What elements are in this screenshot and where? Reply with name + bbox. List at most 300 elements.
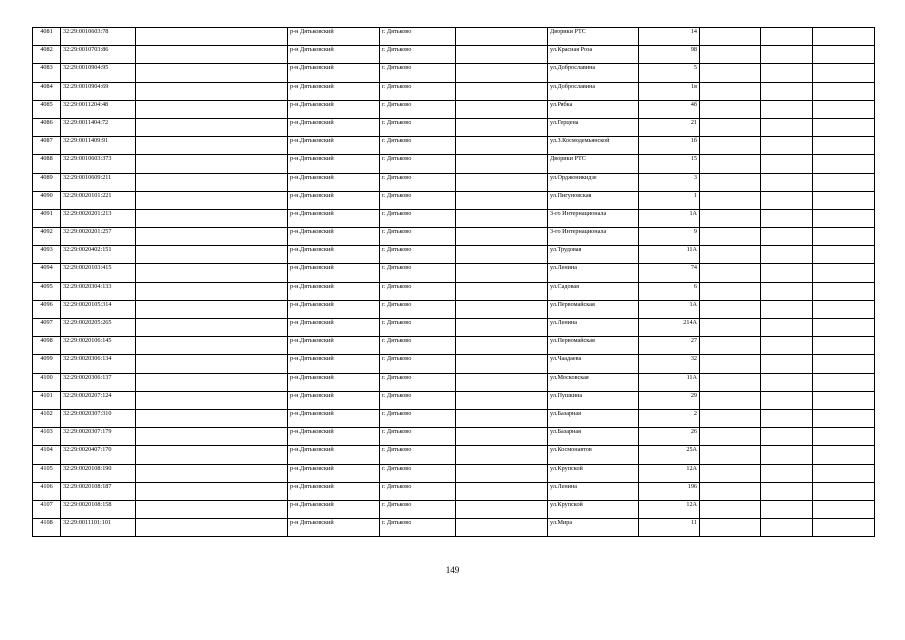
table-row <box>33 464 875 482</box>
empty-cell <box>456 228 548 246</box>
row-number-cell: 4107 <box>33 500 61 518</box>
table-row <box>33 137 875 155</box>
empty-cell <box>456 500 548 518</box>
cadastral-number-cell: 32:29:0010603:373 <box>61 155 136 173</box>
empty-cell <box>813 82 875 100</box>
empty-cell <box>761 209 813 227</box>
empty-cell <box>456 64 548 82</box>
empty-cell <box>136 28 288 46</box>
table-row <box>33 209 875 227</box>
empty-cell <box>761 46 813 64</box>
street-cell: ул.Мира <box>548 519 639 537</box>
empty-cell <box>761 118 813 136</box>
cadastral-number-cell: 32:29:0020307:179 <box>61 428 136 446</box>
district-cell: р-н.Дятьковский <box>288 155 380 173</box>
row-number-cell: 4093 <box>33 246 61 264</box>
town-cell: г. Дятьково <box>380 28 456 46</box>
row-number-cell: 4092 <box>33 228 61 246</box>
town-cell: г. Дятьково <box>380 428 456 446</box>
empty-cell <box>813 100 875 118</box>
house-number-cell: 11А <box>639 246 700 264</box>
empty-cell <box>456 118 548 136</box>
row-number-cell: 4085 <box>33 100 61 118</box>
street-cell: Дворики РТС <box>548 28 639 46</box>
empty-cell <box>136 64 288 82</box>
row-number-cell: 4086 <box>33 118 61 136</box>
row-number-cell: 4105 <box>33 464 61 482</box>
town-cell: г. Дятьково <box>380 337 456 355</box>
house-number-cell: 9 <box>639 228 700 246</box>
cadastral-number-cell: 32:29:0020108:190 <box>61 464 136 482</box>
row-number-cell: 4100 <box>33 373 61 391</box>
empty-cell <box>761 173 813 191</box>
house-number-cell: 74 <box>639 264 700 282</box>
table-row <box>33 500 875 518</box>
street-cell: ул.Базарная <box>548 428 639 446</box>
town-cell: г. Дятьково <box>380 137 456 155</box>
empty-cell <box>761 446 813 464</box>
row-number-cell: 4094 <box>33 264 61 282</box>
street-cell: ул.Базарная <box>548 409 639 427</box>
cadastral-number-cell: 32:29:0020108:158 <box>61 500 136 518</box>
empty-cell <box>700 519 761 537</box>
empty-cell <box>456 155 548 173</box>
empty-cell <box>813 155 875 173</box>
cadastral-number-cell: 32:29:0011204:48 <box>61 100 136 118</box>
empty-cell <box>700 209 761 227</box>
district-cell: р-н.Дятьковский <box>288 100 380 118</box>
row-number-cell: 4103 <box>33 428 61 446</box>
cadastral-number-cell: 32:29:0010603:78 <box>61 28 136 46</box>
street-cell: ул.З.Космодемьянской <box>548 137 639 155</box>
street-cell: ул.Московская <box>548 373 639 391</box>
row-number-cell: 4108 <box>33 519 61 537</box>
empty-cell <box>813 64 875 82</box>
cadastral-number-cell: 32:29:0020201:213 <box>61 209 136 227</box>
empty-cell <box>700 282 761 300</box>
district-cell: р-н.Дятьковский <box>288 264 380 282</box>
row-number-cell: 4081 <box>33 28 61 46</box>
empty-cell <box>136 82 288 100</box>
empty-cell <box>136 137 288 155</box>
cadastral-number-cell: 32:29:0020105:314 <box>61 300 136 318</box>
empty-cell <box>761 155 813 173</box>
district-cell: р-н.Дятьковский <box>288 355 380 373</box>
empty-cell <box>456 482 548 500</box>
cadastral-number-cell: 32:29:0020402:151 <box>61 246 136 264</box>
town-cell: г. Дятьково <box>380 282 456 300</box>
town-cell: г. Дятьково <box>380 373 456 391</box>
district-cell: р-н.Дятьковский <box>288 464 380 482</box>
district-cell: р-н.Дятьковский <box>288 246 380 264</box>
row-number-cell: 4082 <box>33 46 61 64</box>
empty-cell <box>700 373 761 391</box>
cadastral-number-cell: 32:29:0020101:221 <box>61 191 136 209</box>
town-cell: г. Дятьково <box>380 82 456 100</box>
empty-cell <box>136 246 288 264</box>
empty-cell <box>136 209 288 227</box>
empty-cell <box>761 300 813 318</box>
house-number-cell: 196 <box>639 482 700 500</box>
empty-cell <box>700 100 761 118</box>
district-cell: р-н Дятьковский <box>288 28 380 46</box>
street-cell: 3-го Интернационала <box>548 209 639 227</box>
house-number-cell: 29 <box>639 391 700 409</box>
table-row <box>33 64 875 82</box>
house-number-cell: 5 <box>639 64 700 82</box>
empty-cell <box>761 500 813 518</box>
town-cell: г. Дятьково <box>380 482 456 500</box>
district-cell: р-н.Дятьковский <box>288 446 380 464</box>
street-cell: ул.Пигуновская <box>548 191 639 209</box>
district-cell: р-н.Дятьковский <box>288 300 380 318</box>
district-cell: р-н.Дятьковский <box>288 173 380 191</box>
street-cell: ул.Пушкина <box>548 391 639 409</box>
empty-cell <box>456 373 548 391</box>
empty-cell <box>456 191 548 209</box>
empty-cell <box>456 264 548 282</box>
empty-cell <box>700 46 761 64</box>
empty-cell <box>813 500 875 518</box>
cadastral-number-cell: 32:29:0011409:91 <box>61 137 136 155</box>
row-number-cell: 4095 <box>33 282 61 300</box>
street-cell: ул.Крупской <box>548 464 639 482</box>
cadastral-number-cell: 32:29:0010904:69 <box>61 82 136 100</box>
empty-cell <box>813 264 875 282</box>
cadastral-number-cell: 32:29:0011101:101 <box>61 519 136 537</box>
town-cell: г. Дятьково <box>380 409 456 427</box>
row-number-cell: 4104 <box>33 446 61 464</box>
town-cell: г. Дятьково <box>380 519 456 537</box>
empty-cell <box>456 446 548 464</box>
street-cell: ул.Космонавтов <box>548 446 639 464</box>
house-number-cell: 26 <box>639 428 700 446</box>
empty-cell <box>456 464 548 482</box>
empty-cell <box>813 464 875 482</box>
empty-cell <box>700 319 761 337</box>
empty-cell <box>813 519 875 537</box>
table-row <box>33 100 875 118</box>
town-cell: г. Дятьково <box>380 264 456 282</box>
cadastral-number-cell: 32:29:0020201:257 <box>61 228 136 246</box>
district-cell: р-н.Дятьковский <box>288 137 380 155</box>
house-number-cell: 1 <box>639 191 700 209</box>
row-number-cell: 4083 <box>33 64 61 82</box>
empty-cell <box>813 173 875 191</box>
row-number-cell: 4102 <box>33 409 61 427</box>
empty-cell <box>761 64 813 82</box>
empty-cell <box>761 228 813 246</box>
district-cell: р-н.Дятьковский <box>288 373 380 391</box>
street-cell: ул.Первомайская <box>548 337 639 355</box>
empty-cell <box>700 82 761 100</box>
empty-cell <box>761 409 813 427</box>
street-cell: ул.Ленина <box>548 482 639 500</box>
empty-cell <box>700 246 761 264</box>
district-cell: р-н Дятьковский <box>288 82 380 100</box>
house-number-cell: 214А <box>639 319 700 337</box>
empty-cell <box>700 482 761 500</box>
street-cell: ул.Доброславина <box>548 82 639 100</box>
empty-cell <box>456 319 548 337</box>
empty-cell <box>136 46 288 64</box>
empty-cell <box>700 355 761 373</box>
table-row <box>33 173 875 191</box>
row-number-cell: 4097 <box>33 319 61 337</box>
district-cell: р-н Дятьковский <box>288 319 380 337</box>
empty-cell <box>700 118 761 136</box>
row-number-cell: 4099 <box>33 355 61 373</box>
empty-cell <box>136 500 288 518</box>
empty-cell <box>456 246 548 264</box>
street-cell: ул.Доброславина <box>548 64 639 82</box>
empty-cell <box>761 191 813 209</box>
street-cell: ул.Орджоникидзе <box>548 173 639 191</box>
empty-cell <box>136 519 288 537</box>
row-number-cell: 4101 <box>33 391 61 409</box>
town-cell: г. Дятьково <box>380 319 456 337</box>
town-cell: г. Дятьково <box>380 46 456 64</box>
table-row <box>33 319 875 337</box>
street-cell: ул.Рябка <box>548 100 639 118</box>
empty-cell <box>136 391 288 409</box>
empty-cell <box>761 373 813 391</box>
empty-cell <box>761 391 813 409</box>
cadastral-number-cell: 32:29:0020106:145 <box>61 337 136 355</box>
table-row <box>33 428 875 446</box>
empty-cell <box>813 282 875 300</box>
district-cell: р-н.Дятьковский <box>288 209 380 227</box>
empty-cell <box>761 482 813 500</box>
empty-cell <box>136 191 288 209</box>
cadastral-number-cell: 32:29:0020103:415 <box>61 264 136 282</box>
empty-cell <box>700 337 761 355</box>
empty-cell <box>761 82 813 100</box>
empty-cell <box>700 500 761 518</box>
town-cell: г. Дятьково <box>380 118 456 136</box>
street-cell: Дворики РТС <box>548 155 639 173</box>
town-cell: г. Дятьково <box>380 173 456 191</box>
cadastral-number-cell: 32:29:0010609:211 <box>61 173 136 191</box>
empty-cell <box>456 137 548 155</box>
empty-cell <box>761 337 813 355</box>
empty-cell <box>813 391 875 409</box>
table-row <box>33 82 875 100</box>
district-cell: р-н.Дятьковский <box>288 482 380 500</box>
cadastral-number-cell: 32:29:0020407:170 <box>61 446 136 464</box>
empty-cell <box>813 191 875 209</box>
empty-cell <box>700 391 761 409</box>
table-row <box>33 246 875 264</box>
town-cell: г. Дятьково <box>380 191 456 209</box>
empty-cell <box>761 519 813 537</box>
empty-cell <box>700 64 761 82</box>
district-cell: р-н Дятьковский <box>288 391 380 409</box>
street-cell: ул.Трудовая <box>548 246 639 264</box>
house-number-cell: 1А <box>639 209 700 227</box>
district-cell: р-н.Дятьковский <box>288 228 380 246</box>
empty-cell <box>700 464 761 482</box>
table-row <box>33 355 875 373</box>
house-number-cell: 27 <box>639 337 700 355</box>
empty-cell <box>700 155 761 173</box>
empty-cell <box>136 482 288 500</box>
empty-cell <box>136 100 288 118</box>
empty-cell <box>456 28 548 46</box>
house-number-cell: 1А <box>639 300 700 318</box>
town-cell: г. Дятьково <box>380 155 456 173</box>
town-cell: г. Дятьково <box>380 246 456 264</box>
empty-cell <box>700 191 761 209</box>
empty-cell <box>136 464 288 482</box>
house-number-cell: 2 <box>639 409 700 427</box>
row-number-cell: 4089 <box>33 173 61 191</box>
row-number-cell: 4091 <box>33 209 61 227</box>
street-cell: ул.Ленина <box>548 319 639 337</box>
empty-cell <box>813 300 875 318</box>
town-cell: г. Дятьково <box>380 209 456 227</box>
row-number-cell: 4098 <box>33 337 61 355</box>
empty-cell <box>456 409 548 427</box>
table-row <box>33 264 875 282</box>
cadastral-number-cell: 32:29:0020207:124 <box>61 391 136 409</box>
empty-cell <box>761 319 813 337</box>
empty-cell <box>456 355 548 373</box>
district-cell: р-н.Дятьковский <box>288 337 380 355</box>
empty-cell <box>813 28 875 46</box>
table-row <box>33 482 875 500</box>
row-number-cell: 4106 <box>33 482 61 500</box>
house-number-cell: 21 <box>639 118 700 136</box>
empty-cell <box>456 282 548 300</box>
empty-cell <box>136 118 288 136</box>
table-row <box>33 282 875 300</box>
house-number-cell: 25А <box>639 446 700 464</box>
empty-cell <box>813 209 875 227</box>
empty-cell <box>813 482 875 500</box>
house-number-cell: 15 <box>639 155 700 173</box>
district-cell: р-н Дятьковский <box>288 519 380 537</box>
empty-cell <box>136 409 288 427</box>
empty-cell <box>456 391 548 409</box>
row-number-cell: 4090 <box>33 191 61 209</box>
cadastral-number-cell: 32:29:0020108:187 <box>61 482 136 500</box>
empty-cell <box>456 428 548 446</box>
empty-cell <box>700 173 761 191</box>
row-number-cell: 4087 <box>33 137 61 155</box>
empty-cell <box>813 319 875 337</box>
empty-cell <box>136 173 288 191</box>
empty-cell <box>456 519 548 537</box>
empty-cell <box>761 246 813 264</box>
empty-cell <box>456 300 548 318</box>
empty-cell <box>813 137 875 155</box>
town-cell: г. Дятьково <box>380 355 456 373</box>
house-number-cell: 12А <box>639 500 700 518</box>
empty-cell <box>700 228 761 246</box>
cadastral-number-cell: 32:29:0020306:134 <box>61 355 136 373</box>
street-cell: ул.Садовая <box>548 282 639 300</box>
town-cell: г. Дятьково <box>380 228 456 246</box>
row-number-cell: 4088 <box>33 155 61 173</box>
house-number-cell: 12А <box>639 464 700 482</box>
table-row <box>33 373 875 391</box>
house-number-cell: 98 <box>639 46 700 64</box>
table-row <box>33 519 875 537</box>
town-cell: г. Дятьково <box>380 464 456 482</box>
empty-cell <box>136 319 288 337</box>
empty-cell <box>813 246 875 264</box>
house-number-cell: 1б <box>639 137 700 155</box>
empty-cell <box>813 409 875 427</box>
district-cell: р-н.Дятьковский <box>288 409 380 427</box>
table-row <box>33 409 875 427</box>
page-number: 149 <box>445 565 460 575</box>
town-cell: г. Дятьково <box>380 391 456 409</box>
street-cell: ул.Ленина <box>548 264 639 282</box>
empty-cell <box>700 264 761 282</box>
empty-cell <box>700 137 761 155</box>
empty-cell <box>136 282 288 300</box>
cadastral-number-cell: 32:29:0020205:265 <box>61 319 136 337</box>
empty-cell <box>136 428 288 446</box>
house-number-cell: 14 <box>639 28 700 46</box>
empty-cell <box>700 28 761 46</box>
empty-cell <box>456 337 548 355</box>
house-number-cell: 3 <box>639 173 700 191</box>
cadastral-number-cell: 32:29:0020304:133 <box>61 282 136 300</box>
empty-cell <box>813 337 875 355</box>
empty-cell <box>813 46 875 64</box>
empty-cell <box>700 446 761 464</box>
table-row <box>33 118 875 136</box>
empty-cell <box>813 373 875 391</box>
table-row <box>33 28 875 46</box>
empty-cell <box>136 155 288 173</box>
empty-cell <box>761 137 813 155</box>
cadastral-number-cell: 32:29:0020307:310 <box>61 409 136 427</box>
table-body <box>33 28 875 537</box>
street-cell: ул.Красная Роза <box>548 46 639 64</box>
empty-cell <box>700 409 761 427</box>
table-row <box>33 337 875 355</box>
empty-cell <box>136 355 288 373</box>
cadastral-number-cell: 32:29:0011404:72 <box>61 118 136 136</box>
house-number-cell: 1в <box>639 82 700 100</box>
district-cell: р-н.Дятьковский <box>288 428 380 446</box>
district-cell: р-н Дятьковский <box>288 46 380 64</box>
town-cell: г. Дятьково <box>380 446 456 464</box>
empty-cell <box>761 282 813 300</box>
empty-cell <box>136 264 288 282</box>
table-row <box>33 300 875 318</box>
empty-cell <box>136 337 288 355</box>
empty-cell <box>456 46 548 64</box>
district-cell: р-н.Дятьковский <box>288 191 380 209</box>
empty-cell <box>136 228 288 246</box>
street-cell: ул.Чаадаева <box>548 355 639 373</box>
town-cell: г. Дятьково <box>380 500 456 518</box>
street-cell: ул.Крупской <box>548 500 639 518</box>
register-table <box>32 27 875 537</box>
cadastral-number-cell: 32:29:0010904:95 <box>61 64 136 82</box>
cadastral-number-cell: 32:29:0020306:137 <box>61 373 136 391</box>
empty-cell <box>456 100 548 118</box>
table-row <box>33 46 875 64</box>
table-row <box>33 446 875 464</box>
table-row <box>33 391 875 409</box>
table-row <box>33 155 875 173</box>
